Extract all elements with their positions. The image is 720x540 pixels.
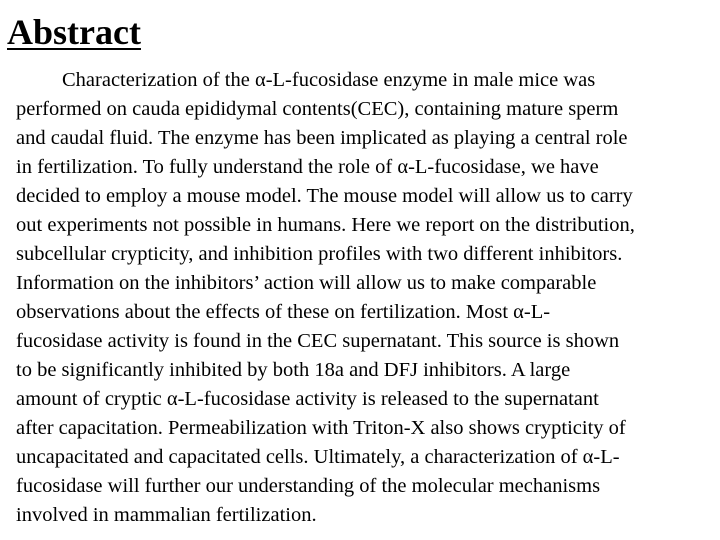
abstract-line: fucosidase activity is found in the CEC supernatant. This source is shown <box>16 330 620 352</box>
abstract-line: Information on the inhibitors’ action will allow us to make comparable <box>16 272 597 294</box>
abstract-line: after capacitation. Permeabilization with Triton-X also shows crypticity of <box>16 417 626 439</box>
abstract-line: in fertilization. To fully understand the role of α-L-fucosidase, we have <box>16 156 599 178</box>
abstract-line: performed on cauda epididymal contents(CEC), containing mature sperm <box>16 98 619 120</box>
abstract-line: uncapacitated and capacitated cells. Ultimately, a characterization of α-L- <box>16 446 620 468</box>
abstract-title: Abstract <box>7 12 141 52</box>
abstract-line: to be significantly inhibited by both 18a and DFJ inhibitors. A large <box>16 359 571 381</box>
abstract-line: involved in mammalian fertilization. <box>16 504 317 526</box>
abstract-line: decided to employ a mouse model. The mouse model will allow us to carry <box>16 185 633 207</box>
abstract-line: fucosidase will further our understanding of the molecular mechanisms <box>16 475 601 497</box>
abstract-line: Characterization of the α-L-fucosidase enzyme in male mice was <box>62 69 596 91</box>
abstract-line: amount of cryptic α-L-fucosidase activity is released to the supernatant <box>16 388 599 410</box>
abstract-line: out experiments not possible in humans. Here we report on the distribution, <box>16 214 635 236</box>
abstract-line: observations about the effects of these on fertilization. Most α-L- <box>16 301 551 323</box>
abstract-line: and caudal fluid. The enzyme has been implicated as playing a central role <box>16 127 628 149</box>
abstract-line: subcellular crypticity, and inhibition profiles with two different inhibitors. <box>16 243 623 265</box>
